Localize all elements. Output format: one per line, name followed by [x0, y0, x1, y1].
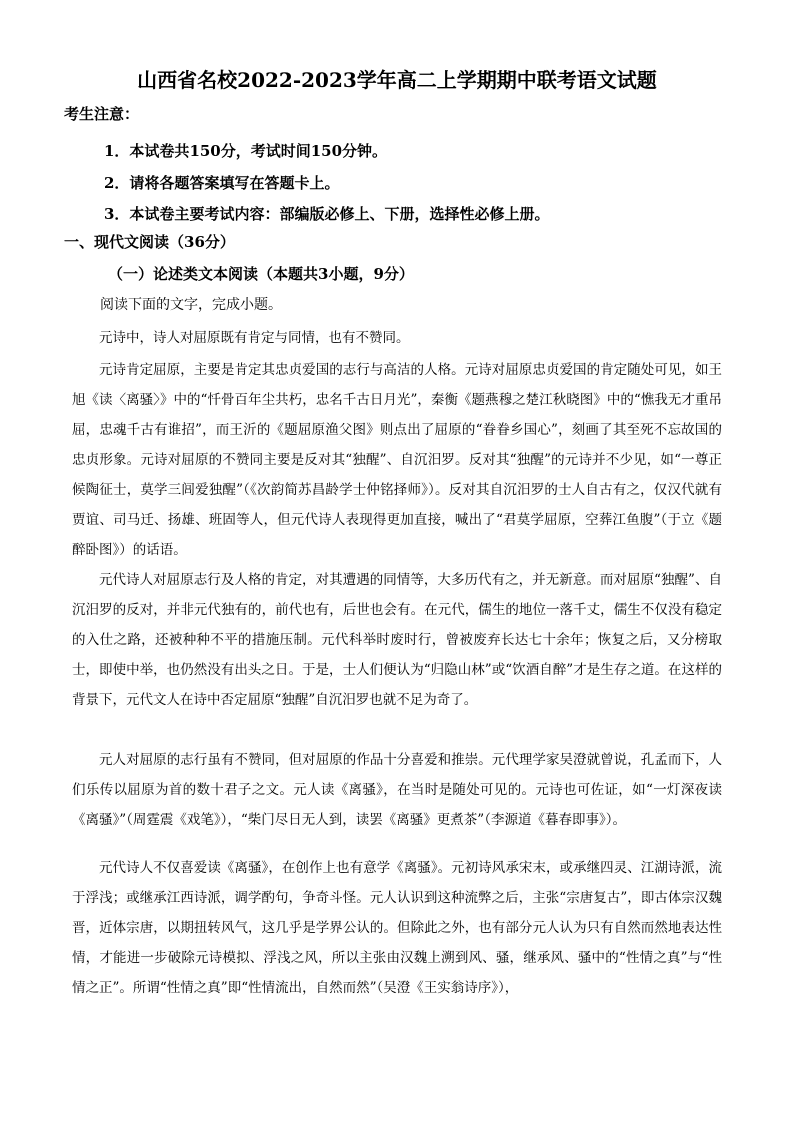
passage-paragraph: 元代诗人对屈原志行及人格的肯定，对其遭遇的同情等，大多历代有之，并无新意。而对屈原“独醒”、自沉汨罗的反对，并非元代独有的，前代也有，后世也会有。在元代，儒生的地位一落千丈，儒生不仅没有稳定的入仕之路，还被种种不平的措施压制。元代科举时废时行，曾被废弃长达七十余年；恢复之后，又分榜取士，即使中举，也仍然没有出头之日。于是，士人们便认为“归隐山林”或“饮酒自醉”才是生存之道。在这样的背景下，元代文人在诗中否定屈原“独醒”自沉汨罗也就不足为奇了。 [72, 572, 722, 708]
passage-paragraph: 元人对屈原的志行虽有不赞同，但对屈原的作品十分喜爱和推崇。元代理学家吴澄就曾说，孔孟而下，人们乐传以屈原为首的数十君子之文。元人读《离骚》，在当时是随处可见的。元诗也可佐证，如“一灯深夜读《离骚》”（周霆震《戏笔》），“柴门尽日无人到，读罢《离骚》更煮茶”（李源道《暮春即事》）。 [72, 752, 722, 828]
notice-heading: 考生注意： [64, 105, 140, 123]
passage-paragraph: 元诗中，诗人对屈原既有肯定与同情，也有不赞同。 [99, 330, 410, 346]
passage-paragraph: 元诗肯定屈原，主要是肯定其忠贞爱国的志行与高洁的人格。元诗对屈原忠贞爱国的肯定随处可见，如王旭《读〈离骚〉》中的“忏骨百年尘共朽，忠名千古日月光”，秦衡《题燕穆之楚江秋晓图》中的“憔我无才重吊屈，忠魂千古有谁招”，而王沂的《题屈原渔父图》则点出了屈原的“眷眷乡国心”，刻画了其至死不忘故国的忠贞形象。元诗对屈原的不赞同主要是反对其“独醒”、自沉汨罗。反对其“独醒”的元诗并不少见，如“一尊正候陶征士，莫学三闾爱独醒”（《次韵简苏昌龄学士仲铭择师》）。反对其自沉汨罗的士人自古有之，仅汉代就有贾谊、司马迁、扬雄、班固等人，但元代诗人表现得更加直接，喊出了“君莫学屈原，空葬江鱼腹”（于立《题醉卧图》）的话语。 [72, 362, 722, 558]
notice-item: 3．本试卷主要考试内容：部编版必修上、下册，选择性必修上册。 [104, 205, 550, 223]
subsection-heading: （一）论述类文本阅读（本题共3小题，9分） [108, 265, 414, 283]
section-heading: 一、现代文阅读（36分） [64, 233, 235, 251]
notice-item: 2．请将各题答案填写在答题卡上。 [104, 174, 340, 192]
reading-instruction: 阅读下面的文字，完成小题。 [100, 297, 282, 313]
notice-item: 1．本试卷共150分，考试时间150分钟。 [104, 142, 388, 160]
passage-paragraph: 元代诗人不仅喜爱读《离骚》，在创作上也有意学《离骚》。元初诗风承宋末，或承继四灵、江湖诗派，流于浮浅；或继承江西诗派，调学酌句，争奇斗怪。元人认识到这种流弊之后，主张“宗唐复古”，即古体宗汉魏晋，近体宗唐，以期扭转风气，这几乎是学界公认的。但除此之外，也有部分元人认为只有自然而然地表达性情，才能进一步破除元诗模拟、浮浅之风，所以主张由汉魏上溯到风、骚，继承风、骚中的“性情之真”与“性情之正”。所谓“性情之真”即“性情流出，自然而然”（吴澄《王实翁诗序》）， [72, 860, 722, 996]
exam-title: 山西省名校2022-2023学年高二上学期期中联考语文试题 [137, 68, 657, 92]
